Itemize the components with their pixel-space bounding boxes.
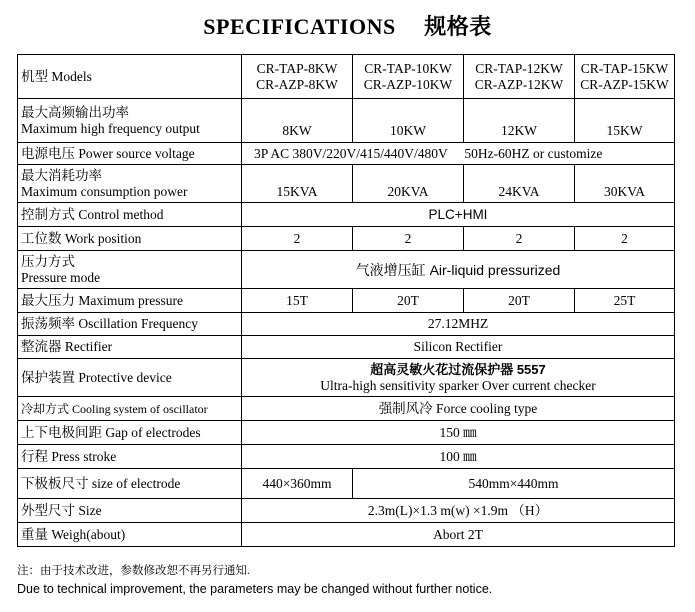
- row-label: 保护装置 Protective device: [18, 359, 242, 397]
- table-row: [18, 397, 675, 421]
- model-cell: CR-AZP-15KW: [580, 76, 669, 92]
- row-label: 振荡频率 Oscillation Frequency: [18, 313, 242, 336]
- value-cell: 24KVA: [464, 165, 575, 203]
- table-row: [18, 523, 675, 547]
- value-cell: 25T: [575, 289, 675, 313]
- row-label: 压力方式: [21, 253, 75, 269]
- value-cell: 2.3m(L)×1.3 m(w) ×1.9m （H）: [242, 499, 675, 523]
- row-label: 下极板尺寸 size of electrode: [18, 469, 242, 499]
- model-cell: CR-AZP-12KW: [474, 76, 564, 92]
- value-cell: 100 ㎜: [242, 445, 675, 469]
- value-cell: 15KVA: [242, 165, 353, 203]
- value-cell: 2: [242, 227, 353, 251]
- value-line: Ultra-high sensitivity sparker Over current checker: [320, 377, 596, 393]
- row-label: Pressure mode: [21, 269, 101, 285]
- value-cell: 3P AC 380V/220V/415/440V/480V 50Hz-60HZ or customize: [242, 143, 675, 165]
- value-cell: 2: [575, 227, 675, 251]
- value-cell: Abort 2T: [242, 523, 675, 547]
- value-cell: PLC+HMI: [242, 203, 675, 227]
- page-title: SPECIFICATIONS 规格表: [203, 14, 492, 39]
- value-cell: 30KVA: [575, 165, 675, 203]
- table-row: [18, 469, 675, 499]
- value-cell: 15T: [242, 289, 353, 313]
- value-cell: 27.12MHZ: [242, 313, 675, 336]
- value-line: 超高灵敏火花过流保护器 5557: [370, 361, 546, 377]
- row-label: 最大压力 Maximum pressure: [18, 289, 242, 313]
- value-cell: Silicon Rectifier: [242, 336, 675, 359]
- footnote-cn: 注：由于技术改进，参数修改恕不再另行通知.: [17, 565, 250, 577]
- value-cell: 12KW: [464, 99, 575, 143]
- spec-table: [17, 54, 675, 547]
- model-cell: CR-TAP-12KW: [475, 60, 563, 76]
- table-row: [18, 165, 675, 203]
- table-row: [18, 55, 675, 99]
- row-label: 上下电极间距 Gap of electrodes: [18, 421, 242, 445]
- model-cell: CR-AZP-10KW: [363, 76, 453, 92]
- value-cell: 20KVA: [353, 165, 464, 203]
- row-label: 最大高频输出功率: [21, 104, 129, 120]
- value-cell: 10KW: [353, 99, 464, 143]
- row-label: 冷却方式 Cooling system of oscillator: [18, 397, 242, 421]
- value-cell: 440×360mm: [242, 469, 353, 499]
- row-label: 重量 Weigh(about): [18, 523, 242, 547]
- row-label: 整流器 Rectifier: [18, 336, 242, 359]
- table-row: [18, 203, 675, 227]
- table-row: [18, 359, 675, 397]
- table-row: [18, 445, 675, 469]
- value-cell: 540mm×440mm: [353, 469, 675, 499]
- value-cell: 2: [353, 227, 464, 251]
- footnote-en: Due to technical improvement, the parameters may be changed without further notice.: [17, 582, 493, 596]
- row-label: 工位数 Work position: [18, 227, 242, 251]
- value-cell: 2: [464, 227, 575, 251]
- value-cell: 150 ㎜: [242, 421, 675, 445]
- table-row: [18, 251, 675, 289]
- model-cell: CR-TAP-15KW: [580, 60, 669, 76]
- value-cell: 15KW: [575, 99, 675, 143]
- model-cell: CR-AZP-8KW: [256, 76, 338, 92]
- table-row: [18, 313, 675, 336]
- value-cell: 气液增压缸 Air-liquid pressurized: [242, 251, 675, 289]
- table-row: [18, 499, 675, 523]
- row-label: 外型尺寸 Size: [18, 499, 242, 523]
- row-label: 电源电压 Power source voltage: [18, 143, 242, 165]
- row-label: 行程 Press stroke: [18, 445, 242, 469]
- table-row: [18, 421, 675, 445]
- table-row: [18, 336, 675, 359]
- table-row: [18, 289, 675, 313]
- value-cell: 强制风冷 Force cooling type: [242, 397, 675, 421]
- value-cell: 8KW: [242, 99, 353, 143]
- row-label: 机型 Models: [18, 55, 242, 99]
- model-cell: CR-TAP-10KW: [364, 60, 452, 76]
- table-row: [18, 99, 675, 143]
- value-cell: 20T: [353, 289, 464, 313]
- table-row: [18, 143, 675, 165]
- model-cell: CR-TAP-8KW: [256, 60, 338, 76]
- row-label: Maximum consumption power: [21, 183, 188, 199]
- value-cell: 20T: [464, 289, 575, 313]
- row-label: Maximum high frequency output: [21, 120, 200, 136]
- row-label: 控制方式 Control method: [18, 203, 242, 227]
- table-row: [18, 227, 675, 251]
- row-label: 最大消耗功率: [21, 167, 102, 183]
